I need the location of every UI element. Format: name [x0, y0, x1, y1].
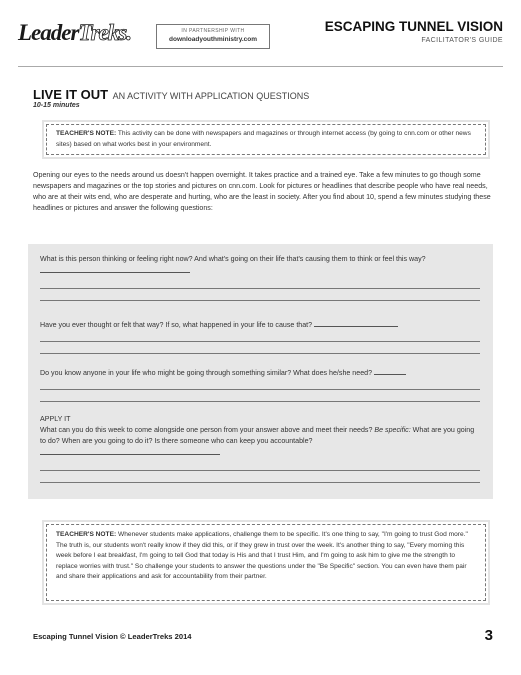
question-3: Do you know anyone in your life who might be going through something similar? What does he/she need? — [40, 367, 480, 379]
answer-blank[interactable] — [314, 319, 398, 327]
apply-it-question: What can you do this week to come alongside one person from your answer above and meet their needs? — [40, 426, 373, 434]
section-title: LIVE IT OUT — [33, 87, 109, 102]
intro-paragraph: Opening our eyes to the needs around us doesn't happen overnight. It takes practice and a trained eye. Take a few minutes to go though some newspapers and magazines or the top stories and pictures on cnn.com. Look for pictures or headlines that describe people who have real needs, who are at their wits end, who are desperate and hurting, who are the least in society. After you find about 10, spend a few minutes studying these headlines or pictures and answer the following questions: — [33, 171, 491, 212]
answer-blank[interactable] — [374, 367, 406, 375]
teacher-note-text: This activity can be done with newspapers and magazines or through internet access (by going to cnn.com or other news sites) based on what works best in your environment. — [56, 130, 471, 148]
partner-site: downloadyouthministry.com — [169, 36, 257, 43]
apply-it-section — [40, 414, 480, 459]
leadertreks-logo: LeaderTreks. — [18, 20, 131, 45]
question-1: What is this person thinking or feeling right now? And what's going on their life that's causing them to think or feel this way? — [40, 254, 480, 277]
footer-text: Escaping Tunnel Vision © LeaderTreks 2014 — [33, 632, 192, 641]
answer-blank[interactable] — [40, 265, 190, 273]
be-specific-label: Be specific: — [374, 426, 411, 434]
teacher-note-label: TEACHER'S NOTE: — [56, 130, 117, 137]
questions-panel — [28, 244, 493, 499]
answer-line[interactable] — [40, 300, 480, 301]
teacher-note-label: TEACHER'S NOTE: — [56, 531, 117, 538]
document-title: ESCAPING TUNNEL VISION — [324, 19, 503, 34]
answer-line[interactable] — [40, 401, 480, 402]
teacher-note-2 — [46, 524, 486, 601]
header-divider — [18, 66, 503, 67]
apply-it-heading: APPLY IT — [40, 415, 71, 423]
answer-line[interactable] — [40, 341, 480, 342]
activity-duration: 10-15 minutes — [33, 102, 80, 109]
section-subtitle: AN ACTIVITY WITH APPLICATION QUESTIONS — [112, 91, 310, 101]
answer-blank[interactable] — [40, 447, 220, 455]
partner-label: IN PARTNERSHIP WITH — [181, 28, 245, 34]
question-2: Have you ever thought or felt that way? If so, what happened in your life to cause that? — [40, 319, 480, 331]
answer-line[interactable] — [40, 288, 480, 289]
page-header — [18, 18, 503, 58]
answer-line[interactable] — [40, 353, 480, 354]
be-specific-question: What are you going to do? When are you going to do it? Is there someone who can keep you accountable? — [40, 426, 475, 445]
document-subtitle: FACILITATOR'S GUIDE — [421, 37, 503, 44]
partner-box — [156, 24, 270, 49]
teacher-note-text: Whenever students make applications, challenge them to be specific. It's one thing to say, "I'm going to trust God more." The truth is, our students won't really know if they did this, or if they grew in trust over the week. It's another thing to say, "Every morning this week before I eat breakfast, I'm going to tell God that today is His and that I trust Him, and I'm going to ask him to give me the strength to replace worries with trust." So challenge your students to answer the questions under the "Be Specific" section. You can even have them pair and share their applications and ask for accountability from their partner. — [56, 531, 468, 580]
answer-line[interactable] — [40, 389, 480, 390]
answer-line[interactable] — [40, 482, 480, 483]
teacher-note-1 — [46, 124, 486, 155]
page-number: 3 — [484, 627, 493, 644]
answer-line[interactable] — [40, 470, 480, 471]
